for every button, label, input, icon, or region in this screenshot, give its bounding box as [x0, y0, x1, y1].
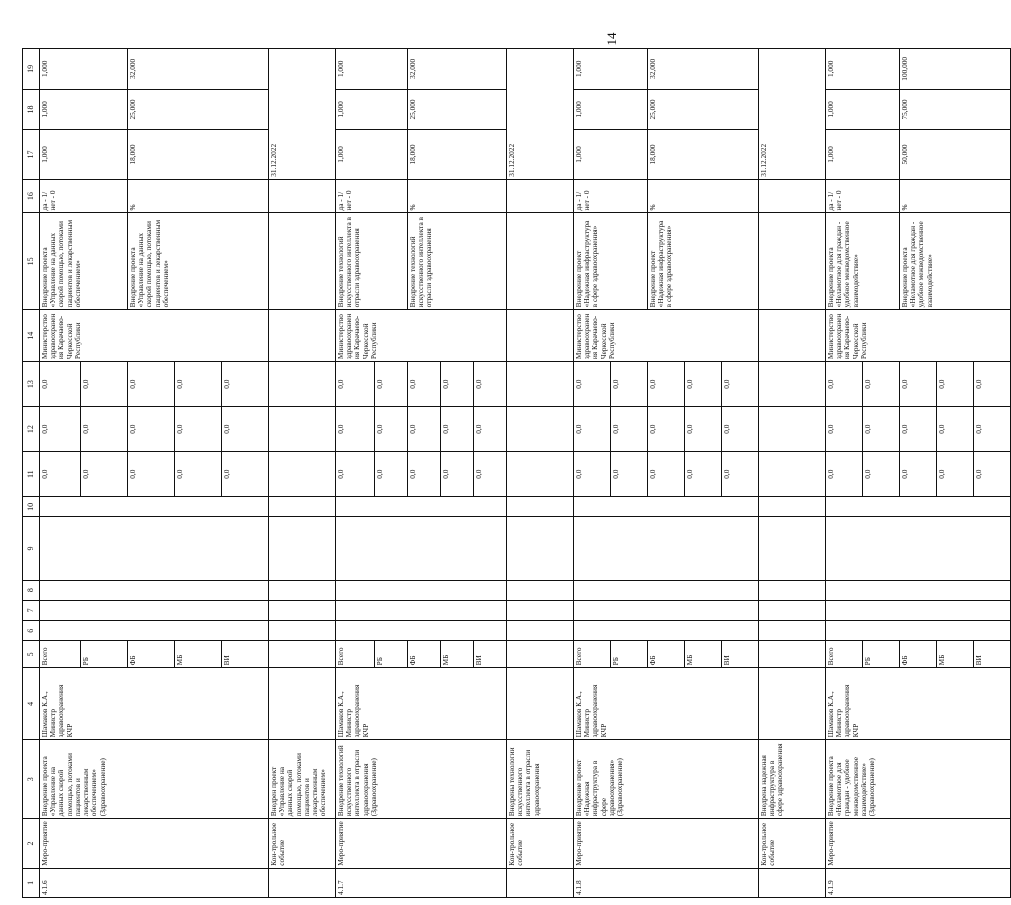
empty-cell-col-5 — [269, 641, 336, 668]
column-number: 7 — [23, 600, 40, 620]
empty-cell-col-11 — [507, 452, 574, 497]
empty-cell-col-9 — [40, 517, 269, 580]
empty-cell-col-16 — [507, 179, 574, 213]
event-type: Кон-трольное событие — [759, 819, 826, 869]
value-col-13: 0,0 — [826, 362, 863, 407]
indicator-value-2024: 32,000 — [408, 49, 507, 90]
value-col-13: 0,0 — [900, 362, 937, 407]
funding-source: Всего — [574, 641, 611, 668]
indicator-value-2024: 32,000 — [648, 49, 759, 90]
value-col-13: 0,0 — [441, 362, 474, 407]
value-col-11: 0,0 — [685, 452, 722, 497]
empty-cell-col-5 — [759, 641, 826, 668]
indicator-value-2023: 1,000 — [40, 89, 128, 130]
control-event-row — [759, 49, 826, 898]
indicator-value-2024: 1,000 — [826, 49, 900, 90]
value-col-12: 0,0 — [408, 407, 441, 452]
value-col-13: 0,0 — [863, 362, 900, 407]
event-number — [269, 868, 336, 897]
funding-source: ВИ — [722, 641, 759, 668]
value-col-13: 0,0 — [40, 362, 81, 407]
empty-cell-col-7 — [336, 600, 507, 620]
funding-source: РБ — [611, 641, 648, 668]
executing-agency: Министерство здравоохранения Карачаево-Черкесской Республики — [40, 310, 269, 362]
event-name: Внедрена надежная инфраструктура в сфере здравоохранения — [759, 740, 826, 819]
event-date: 31.12.2022 — [759, 49, 826, 180]
activity-type: Меро-приятие — [336, 819, 507, 869]
value-col-11: 0,0 — [81, 452, 128, 497]
column-number: 14 — [23, 310, 40, 362]
value-col-13: 0,0 — [375, 362, 408, 407]
empty-cell-col-5 — [507, 641, 574, 668]
value-col-12: 0,0 — [685, 407, 722, 452]
indicator-name: Внедрение проекта «Неламотное для граждан - удобное межведомственное взаимодействие» — [900, 213, 1011, 310]
funding-source: ВИ — [474, 641, 507, 668]
empty-cell-col-7 — [759, 600, 826, 620]
indicator-value-2023: 25,000 — [408, 89, 507, 130]
indicator-value-2022: 1,000 — [574, 130, 648, 180]
empty-cell-col-6 — [269, 621, 336, 641]
event-name: Внедрены технологии искусственного интеллекта в отрасли здравоохранения — [507, 740, 574, 819]
empty-cell-col-6 — [40, 621, 269, 641]
indicator-value-2023: 1,000 — [336, 89, 408, 130]
value-col-12: 0,0 — [574, 407, 611, 452]
empty-cell-col-14 — [759, 310, 826, 362]
empty-cell-col-10 — [269, 497, 336, 517]
empty-cell-col-12 — [507, 407, 574, 452]
empty-cell-col-12 — [759, 407, 826, 452]
value-col-13: 0,0 — [222, 362, 269, 407]
empty-cell-col-6 — [507, 621, 574, 641]
responsible-person: Шамаков К.А., Министр здравоохранения КЧР — [336, 668, 507, 740]
funding-source: ВИ — [974, 641, 1011, 668]
column-number: 10 — [23, 497, 40, 517]
indicator-value-2023: 75,000 — [900, 89, 1011, 130]
empty-cell-col-9 — [759, 517, 826, 580]
indicator-value-2024: 1,000 — [574, 49, 648, 90]
empty-cell-col-10 — [336, 497, 507, 517]
empty-cell-col-4 — [269, 668, 336, 740]
funding-source: МБ — [175, 641, 222, 668]
empty-cell-col-15 — [507, 213, 574, 310]
funding-source: ФБ — [648, 641, 685, 668]
column-number: 16 — [23, 179, 40, 213]
funding-source: РБ — [375, 641, 408, 668]
indicator-value-2024: 100,000 — [900, 49, 1011, 90]
indicator-value-2022: 1,000 — [40, 130, 128, 180]
column-number: 8 — [23, 580, 40, 600]
activity-name: Внедрение технологий искусственного интеллекта в отрасли здравоохранения (Здравоохранение) — [336, 740, 507, 819]
empty-cell-col-9 — [336, 517, 507, 580]
executing-agency: Министерство здравоохранения Карачаево-Черкесской Республики — [574, 310, 759, 362]
value-col-11: 0,0 — [826, 452, 863, 497]
column-number: 4 — [23, 668, 40, 740]
value-col-11: 0,0 — [408, 452, 441, 497]
value-col-11: 0,0 — [474, 452, 507, 497]
event-number — [759, 868, 826, 897]
indicator-value-2023: 25,000 — [648, 89, 759, 130]
funding-source: МБ — [441, 641, 474, 668]
empty-cell-col-8 — [336, 580, 507, 600]
empty-cell-col-9 — [826, 517, 1011, 580]
value-col-12: 0,0 — [336, 407, 375, 452]
activity-row — [574, 49, 611, 898]
column-number: 18 — [23, 89, 40, 130]
empty-cell-col-16 — [759, 179, 826, 213]
empty-cell-col-14 — [269, 310, 336, 362]
indicator-name: Внедрение проекта «Управление на данных скорой помощью, потоками пациентов и лекарственным обеспечением» — [128, 213, 269, 310]
activity-number: 4.1.7 — [336, 868, 507, 897]
rotated-sheet — [22, 48, 983, 898]
indicator-value-2022: 1,000 — [336, 130, 408, 180]
value-col-13: 0,0 — [175, 362, 222, 407]
funding-source: Всего — [826, 641, 863, 668]
indicator-unit: % — [128, 179, 269, 213]
column-number: 19 — [23, 49, 40, 90]
empty-cell-col-16 — [269, 179, 336, 213]
value-col-12: 0,0 — [441, 407, 474, 452]
empty-cell-col-8 — [574, 580, 759, 600]
activity-type: Меро-приятие — [574, 819, 759, 869]
indicator-name: Внедрение технологий искусственного интеллекта в отрасли здравоохранения — [408, 213, 507, 310]
value-col-12: 0,0 — [375, 407, 408, 452]
indicator-unit: да - 1/ нет - 0 — [574, 179, 648, 213]
value-col-11: 0,0 — [722, 452, 759, 497]
control-event-row — [507, 49, 574, 898]
responsible-person: Шамаков К.А., Министр здравоохранения КЧР — [40, 668, 269, 740]
page-number: 14 — [604, 32, 619, 46]
responsible-person: Шамаков К.А., Министр здравоохранения КЧР — [574, 668, 759, 740]
value-col-13: 0,0 — [937, 362, 974, 407]
indicator-value-2023: 1,000 — [574, 89, 648, 130]
event-name: Внедрен проект «Управление на данных скорой помощью, потоками пациентов и лекарственным обеспечением» — [269, 740, 336, 819]
empty-cell-col-11 — [759, 452, 826, 497]
indicator-value-2024: 1,000 — [40, 49, 128, 90]
funding-source: Всего — [336, 641, 375, 668]
value-col-12: 0,0 — [974, 407, 1011, 452]
value-col-13: 0,0 — [974, 362, 1011, 407]
value-col-13: 0,0 — [648, 362, 685, 407]
indicator-value-2022: 18,000 — [408, 130, 507, 180]
indicator-unit: да - 1/ нет - 0 — [40, 179, 128, 213]
value-col-11: 0,0 — [222, 452, 269, 497]
value-col-13: 0,0 — [81, 362, 128, 407]
value-col-11: 0,0 — [40, 452, 81, 497]
value-col-12: 0,0 — [937, 407, 974, 452]
empty-cell-col-6 — [336, 621, 507, 641]
empty-cell-col-12 — [269, 407, 336, 452]
activity-number: 4.1.8 — [574, 868, 759, 897]
executing-agency: Министерство здравоохранения Карачаево-Черкесской Республики — [336, 310, 507, 362]
empty-cell-col-7 — [507, 600, 574, 620]
funding-source: Всего — [40, 641, 81, 668]
table-body — [23, 49, 1011, 898]
column-number: 11 — [23, 452, 40, 497]
value-col-12: 0,0 — [648, 407, 685, 452]
value-col-11: 0,0 — [175, 452, 222, 497]
column-number: 12 — [23, 407, 40, 452]
activity-number: 4.1.6 — [40, 868, 269, 897]
empty-cell-col-10 — [826, 497, 1011, 517]
empty-cell-col-11 — [269, 452, 336, 497]
empty-cell-col-4 — [507, 668, 574, 740]
empty-cell-col-10 — [40, 497, 269, 517]
indicator-name: Внедрение проект «Надежная инфраструктура в сфере здравоохранения» — [648, 213, 759, 310]
funding-source: МБ — [685, 641, 722, 668]
empty-cell-col-15 — [269, 213, 336, 310]
column-number: 1 — [23, 868, 40, 897]
value-col-12: 0,0 — [863, 407, 900, 452]
column-number: 17 — [23, 130, 40, 180]
indicator-value-2023: 25,000 — [128, 89, 269, 130]
empty-cell-col-4 — [759, 668, 826, 740]
empty-cell-col-9 — [507, 517, 574, 580]
empty-cell-col-7 — [40, 600, 269, 620]
empty-cell-col-14 — [507, 310, 574, 362]
value-col-13: 0,0 — [722, 362, 759, 407]
control-event-row — [269, 49, 336, 898]
value-col-12: 0,0 — [474, 407, 507, 452]
empty-cell-col-13 — [269, 362, 336, 407]
indicator-unit: да - 1/ нет - 0 — [336, 179, 408, 213]
empty-cell-col-13 — [759, 362, 826, 407]
value-col-12: 0,0 — [722, 407, 759, 452]
funding-source: РБ — [863, 641, 900, 668]
activity-type: Меро-приятие — [40, 819, 269, 869]
empty-cell-col-10 — [574, 497, 759, 517]
value-col-12: 0,0 — [826, 407, 863, 452]
value-col-12: 0,0 — [128, 407, 175, 452]
value-col-13: 0,0 — [408, 362, 441, 407]
empty-cell-col-13 — [507, 362, 574, 407]
empty-cell-col-7 — [574, 600, 759, 620]
activity-row — [40, 49, 81, 898]
empty-cell-col-8 — [759, 580, 826, 600]
value-col-11: 0,0 — [336, 452, 375, 497]
value-col-12: 0,0 — [175, 407, 222, 452]
value-col-12: 0,0 — [40, 407, 81, 452]
empty-cell-col-8 — [826, 580, 1011, 600]
empty-cell-col-15 — [759, 213, 826, 310]
event-type: Кон-трольное событие — [269, 819, 336, 869]
value-col-12: 0,0 — [81, 407, 128, 452]
indicator-name: Внедрение технологий искусственного интеллекта в отрасли здравоохранения — [336, 213, 408, 310]
value-col-11: 0,0 — [441, 452, 474, 497]
value-col-11: 0,0 — [974, 452, 1011, 497]
column-number: 13 — [23, 362, 40, 407]
indicator-value-2024: 1,000 — [336, 49, 408, 90]
event-number — [507, 868, 574, 897]
value-col-11: 0,0 — [574, 452, 611, 497]
column-number: 6 — [23, 621, 40, 641]
indicator-value-2022: 1,000 — [826, 130, 900, 180]
program-activities-table — [22, 48, 1011, 898]
activity-number: 4.1.9 — [826, 868, 1011, 897]
indicator-name: Внедрение проект «Надежная инфраструктура в сфере здравоохранения» — [574, 213, 648, 310]
value-col-11: 0,0 — [375, 452, 408, 497]
funding-source: РБ — [81, 641, 128, 668]
indicator-unit: % — [408, 179, 507, 213]
funding-source: МБ — [937, 641, 974, 668]
activity-name: Внедрение проект «Надежная инфраструктура в сфере здравоохранения» (Здравоохранение) — [574, 740, 759, 819]
activity-name: Внедрение проекта «Управление на данных скорой помощью, потоками пациентов и лекарственным обеспечением» (Здравоохранение) — [40, 740, 269, 819]
empty-cell-col-6 — [826, 621, 1011, 641]
value-col-13: 0,0 — [128, 362, 175, 407]
activity-row — [336, 49, 375, 898]
funding-source: ВИ — [222, 641, 269, 668]
empty-cell-col-6 — [574, 621, 759, 641]
value-col-13: 0,0 — [685, 362, 722, 407]
empty-cell-col-6 — [759, 621, 826, 641]
responsible-person: Шамаков К.А., Министр здравоохранения КЧР — [826, 668, 1011, 740]
indicator-name: Внедрение проекта «Управление на данных скорой помощью, потоками пациентов и лекарственным обеспечением» — [40, 213, 128, 310]
indicator-value-2022: 18,000 — [648, 130, 759, 180]
value-col-11: 0,0 — [937, 452, 974, 497]
indicator-value-2023: 1,000 — [826, 89, 900, 130]
indicator-unit: да - 1/ нет - 0 — [826, 179, 900, 213]
empty-cell-col-10 — [507, 497, 574, 517]
empty-cell-col-9 — [269, 517, 336, 580]
column-number: 9 — [23, 517, 40, 580]
value-col-12: 0,0 — [611, 407, 648, 452]
value-col-11: 0,0 — [900, 452, 937, 497]
empty-cell-col-8 — [269, 580, 336, 600]
table-viewport — [22, 48, 983, 898]
indicator-unit: % — [900, 179, 1011, 213]
value-col-13: 0,0 — [336, 362, 375, 407]
indicator-value-2022: 50,000 — [900, 130, 1011, 180]
value-col-12: 0,0 — [900, 407, 937, 452]
indicator-value-2022: 18,000 — [128, 130, 269, 180]
column-number: 2 — [23, 819, 40, 869]
activity-type: Меро-приятие — [826, 819, 1011, 869]
empty-cell-col-7 — [826, 600, 1011, 620]
column-number: 5 — [23, 641, 40, 668]
activity-row — [826, 49, 863, 898]
event-type: Кон-трольное событие — [507, 819, 574, 869]
activity-name: Внедрение проекта «Неламотное для граждан - удобное межведомственное взаимодействие» (Здравоохранение) — [826, 740, 1011, 819]
column-number: 3 — [23, 740, 40, 819]
empty-cell-col-10 — [759, 497, 826, 517]
empty-cell-col-7 — [269, 600, 336, 620]
value-col-11: 0,0 — [128, 452, 175, 497]
empty-cell-col-8 — [507, 580, 574, 600]
empty-cell-col-8 — [40, 580, 269, 600]
indicator-unit: % — [648, 179, 759, 213]
funding-source: ФБ — [408, 641, 441, 668]
value-col-11: 0,0 — [863, 452, 900, 497]
indicator-name: Внедрение проекта «Неламотное для граждан - удобное межведомственное взаимодействие» — [826, 213, 900, 310]
event-date: 31.12.2022 — [269, 49, 336, 180]
indicator-value-2024: 32,000 — [128, 49, 269, 90]
header-row — [23, 49, 40, 898]
value-col-12: 0,0 — [222, 407, 269, 452]
empty-cell-col-9 — [574, 517, 759, 580]
value-col-11: 0,0 — [648, 452, 685, 497]
funding-source: ФБ — [900, 641, 937, 668]
funding-source: ФБ — [128, 641, 175, 668]
value-col-13: 0,0 — [574, 362, 611, 407]
value-col-13: 0,0 — [474, 362, 507, 407]
column-number: 15 — [23, 213, 40, 310]
executing-agency: Министерство здравоохранения Карачаево-Черкесской Республики — [826, 310, 1011, 362]
value-col-11: 0,0 — [611, 452, 648, 497]
value-col-13: 0,0 — [611, 362, 648, 407]
event-date: 31.12.2022 — [507, 49, 574, 180]
